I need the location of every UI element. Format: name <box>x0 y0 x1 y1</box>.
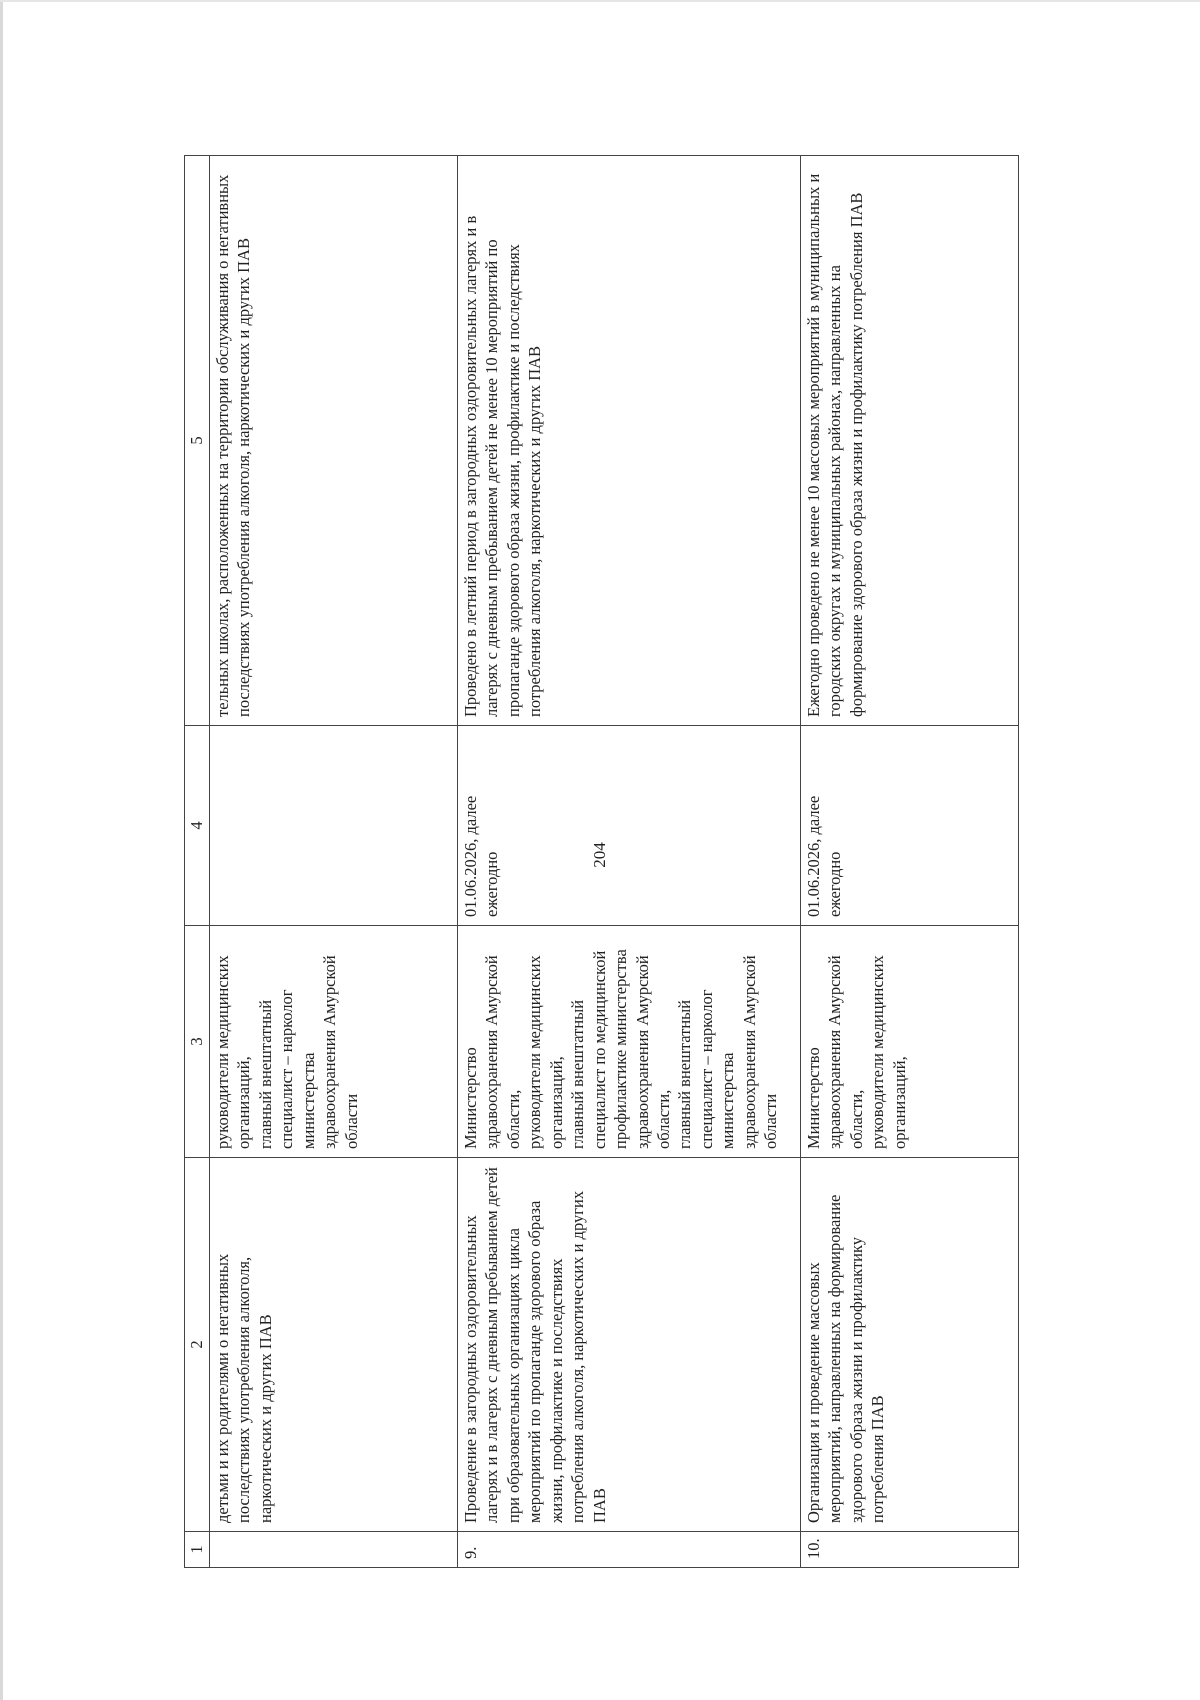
executor-line: Министерство здравоохранения Амурской области, <box>804 955 866 1149</box>
deadline-cell <box>210 726 458 926</box>
event-cell: Проведение в загородных оздоровительных лагерях и в лагерях с дневным пребыванием детей при образовательных организациях цикла мероприятий по пропаганде здорового образа жизни, профилактике и последствиях потребления алкоголя, наркотических и других ПАВ <box>458 1158 801 1532</box>
row-number: 9. <box>458 1532 801 1568</box>
rotated-table-container <box>184 156 1016 1568</box>
executor-line: руководители медицинских организаций, <box>213 955 254 1149</box>
header-col-2: 2 <box>185 1158 210 1532</box>
row-number <box>210 1532 458 1568</box>
scan-top-edge <box>0 0 1200 2</box>
table-header-row <box>185 156 210 1568</box>
scan-edge <box>0 0 3 1700</box>
executors-cell <box>801 926 1019 1158</box>
executors-cell <box>458 926 801 1158</box>
result-cell: тельных школах, расположенных на территории обслуживания о негативных последствиях употребления алкоголя, наркотических и других ПАВ <box>210 156 458 726</box>
table-row <box>801 156 1019 1568</box>
result-cell: Проведено в летний период в загородных оздоровительных лагерях и в лагерях с дневным пребыванием детей не менее 10 мероприятий по пропаганде здорового образа жизни, профилактике и последствиях потребления алкоголя, наркотических и других ПАВ <box>458 156 801 726</box>
header-col-1: 1 <box>185 1532 210 1568</box>
executor-line: Министерство здравоохранения Амурской области, <box>461 955 523 1149</box>
header-col-5: 5 <box>185 156 210 726</box>
deadline-cell: 01.06.2026, далее ежегодно <box>801 726 1019 926</box>
event-cell: Организация и проведение массовых мероприятий, направленных на формирование здорового образа жизни и профилактику потребления ПАВ <box>801 1158 1019 1532</box>
deadline-cell: 01.06.2026, далее ежегодно <box>458 726 801 926</box>
table-row <box>458 156 801 1568</box>
executor-line: руководители медицинских организаций, <box>868 955 909 1149</box>
executor-line: руководители медицинских организаций, <box>525 955 566 1149</box>
executor-line: главный внештатный специалист – нарколог министерства здравоохранения Амурской области <box>255 955 361 1149</box>
executor-line: главный внештатный специалист по медицинской профилактике министерства здравоохранения Амурской области, <box>568 949 673 1149</box>
result-cell: Ежегодно проведено не менее 10 массовых мероприятий в муниципальных и городских округах и муниципальных районах, направленных на формирование здорового образа жизни и профилактику потребления ПАВ <box>801 156 1019 726</box>
header-col-3: 3 <box>185 926 210 1158</box>
table-row <box>210 156 458 1568</box>
executor-line: главный внештатный специалист – нарколог министерства здравоохранения Амурской области <box>675 955 781 1149</box>
measures-table <box>184 155 1019 1568</box>
header-col-4: 4 <box>185 726 210 926</box>
event-cell: детьми и их родителями о негативных последствиях употребления алкоголя, наркотических и других ПАВ <box>210 1158 458 1532</box>
page-number: 204 <box>590 842 609 868</box>
executors-cell <box>210 926 458 1158</box>
row-number: 10. <box>801 1532 1019 1568</box>
